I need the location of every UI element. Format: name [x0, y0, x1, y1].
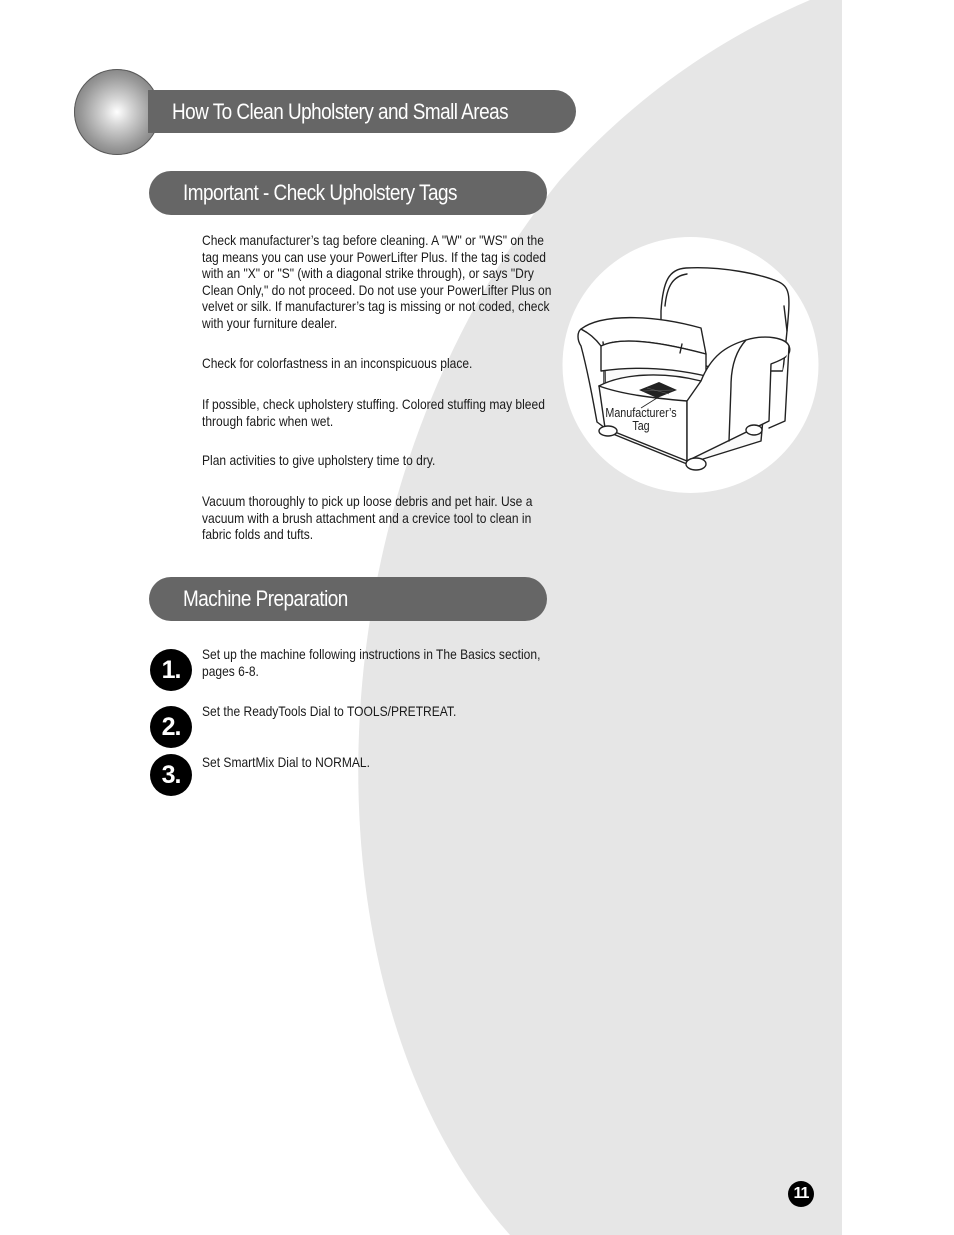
section-title-prep: Machine Preparation — [183, 586, 348, 611]
paragraph-stuffing: If possible, check upholstery stuffing. Colored stuffing may bleed through fabric when wet. — [202, 396, 545, 429]
paragraph-dry-time: Plan activities to give upholstery time to dry. — [202, 452, 436, 468]
step-number-1: 1. — [150, 649, 192, 691]
step-number-3: 3. — [150, 754, 192, 796]
illustration-label-line1: Manufacturer’s — [605, 406, 677, 421]
step-text-2: Set the ReadyTools Dial to TOOLS/PRETREAT. — [202, 703, 457, 719]
paragraph-colorfastness: Check for colorfastness in an inconspicuous place. — [202, 355, 473, 371]
step-number-2: 2. — [150, 706, 192, 748]
step-text-3: Set SmartMix Dial to NORMAL. — [202, 754, 370, 770]
step-text-1: Set up the machine following instructions in The Basics section, pages 6-8. — [202, 646, 541, 679]
section-header-prep — [149, 577, 547, 621]
page-title: How To Clean Upholstery and Small Areas — [172, 99, 509, 124]
section-header-tags — [149, 171, 547, 215]
armchair-illustration — [561, 236, 820, 494]
paragraph-tag-check: Check manufacturer’s tag before cleaning. A "W" or "WS" on the tag means you can use your PowerLifter Plus. If the tag is coded with an "X" or "S" (with a diagonal strike through), or says "Dry Clean Only," do not proceed. Do not use your PowerLifter Plus on velvet or silk. If manufacturer’s tag is missing or not coded, check with your furniture dealer. — [202, 232, 552, 331]
illustration-label-line2: Tag — [632, 419, 650, 434]
paragraph-vacuum: Vacuum thoroughly to pick up loose debris and pet hair. Use a vacuum with a brush attachment and a crevice tool to clean in fabric folds and tufts. — [202, 493, 533, 543]
page-number: 11 — [788, 1181, 814, 1207]
section-title-tags: Important - Check Upholstery Tags — [183, 180, 457, 205]
page-title-bar — [148, 90, 576, 133]
